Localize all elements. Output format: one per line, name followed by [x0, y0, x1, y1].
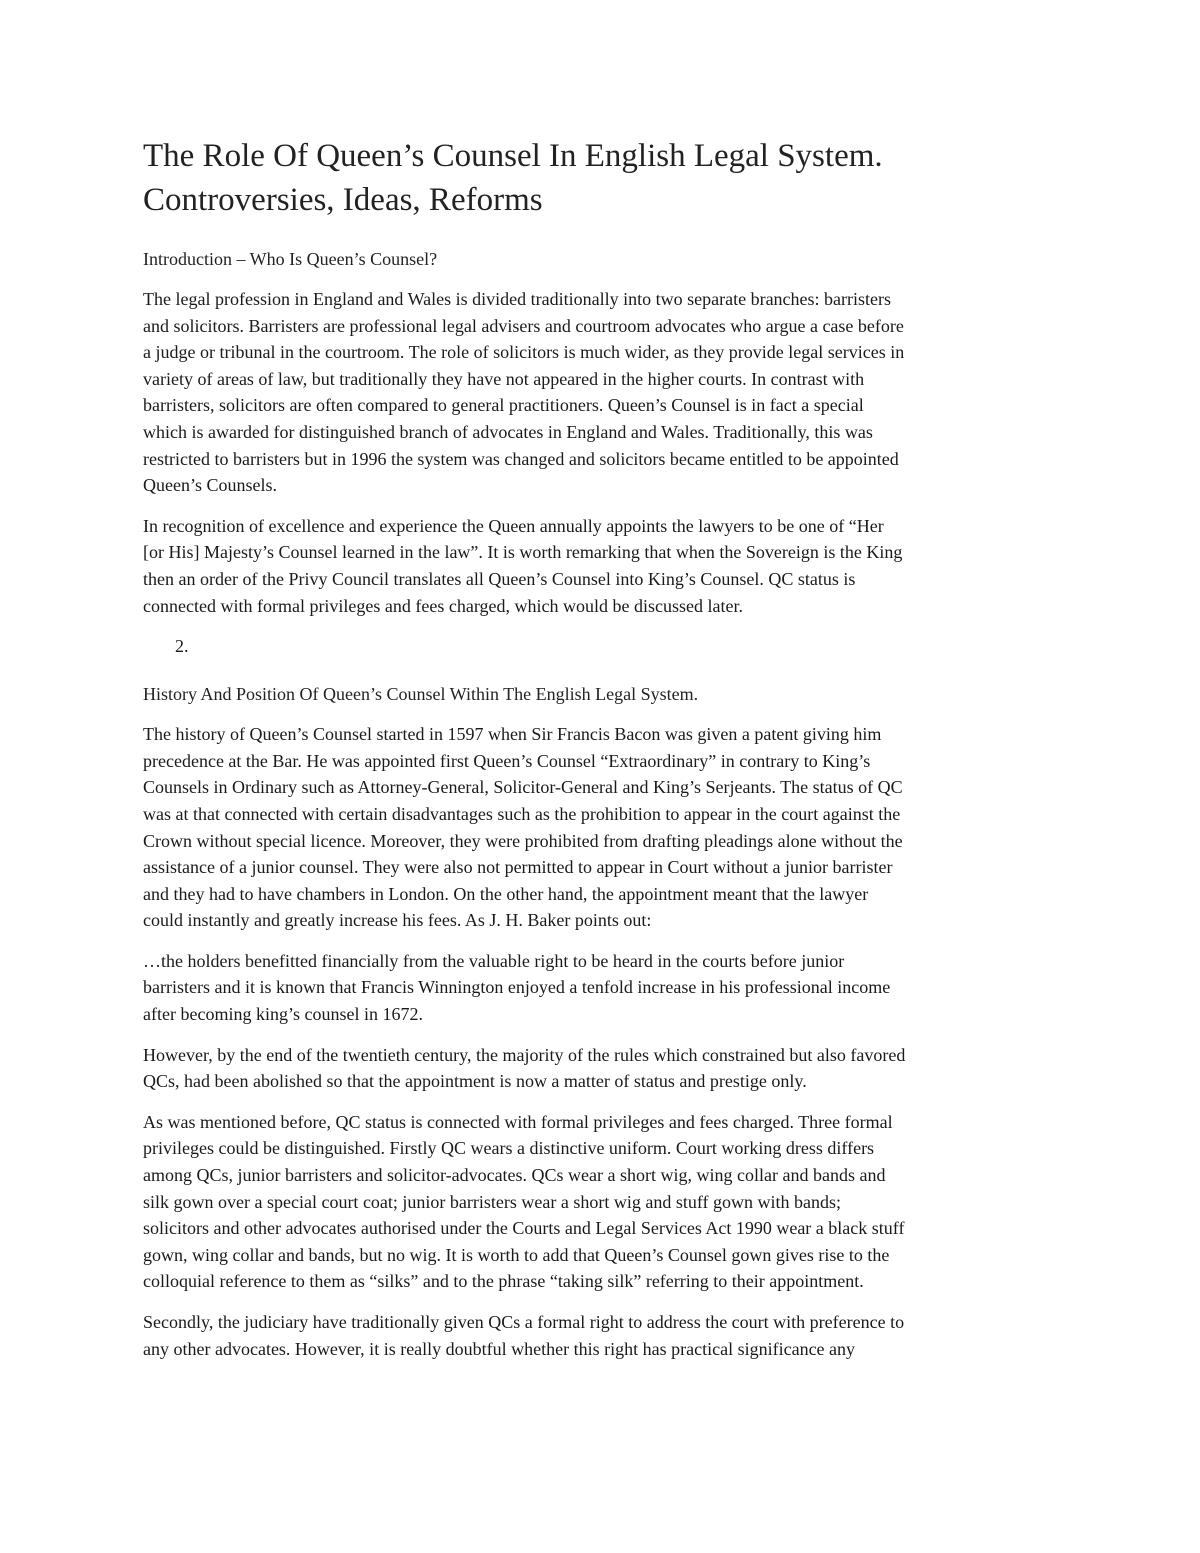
text-line: [or His] Majesty’s Counsel learned in the law”. It is worth remarking that when the Sovereign is the King [143, 542, 903, 563]
text-line: QCs, had been abolished so that the appointment is now a matter of status and prestige only. [143, 1071, 807, 1092]
text-line: As was mentioned before, QC status is connected with formal privileges and fees charged. Three formal [143, 1111, 893, 1132]
text-line: any other advocates. However, it is really doubtful whether this right has practical significance any [143, 1338, 856, 1359]
text-line: colloquial reference to them as “silks” and to the phrase “taking silk” referring to their appointment. [143, 1271, 864, 1292]
history-paragraph-1 [143, 721, 1063, 934]
text-line: and they had to have chambers in London. On the other hand, the appointment meant that the lawyer [143, 883, 869, 904]
text-line: connected with formal privileges and fees charged, which would be discussed later. [143, 595, 743, 616]
title-line: The Role Of Queen’s Counsel In English Legal System. [143, 138, 883, 174]
text-line: Secondly, the judiciary have traditionally given QCs a formal right to address the court with preference to [143, 1312, 905, 1332]
text-line: silk gown over a special court coat; junior barristers wear a short wig and stuff gown with bands; [143, 1191, 842, 1212]
text-line: barristers, solicitors are often compared to general practitioners. Queen’s Counsel is in fact a special [143, 395, 864, 416]
text-line: gown, wing collar and bands, but no wig. It is worth to add that Queen’s Counsel gown gives rise to the [143, 1244, 890, 1265]
text-line: However, by the end of the twentieth century, the majority of the rules which constrained but also favored [143, 1044, 906, 1065]
text-line: restricted to barristers but in 1996 the system was changed and solicitors became entitled to be appointed [143, 448, 899, 469]
document-body [143, 134, 1063, 1376]
text-line: then an order of the Privy Council translates all Queen’s Counsel into King’s Counsel. QC status is [143, 568, 856, 589]
text-line: privileges could be distinguished. Firstly QC wears a distinctive uniform. Court working dress differs [143, 1138, 875, 1159]
text-line: after becoming king’s counsel in 1672. [143, 1004, 423, 1025]
text-line: …the holders benefitted financially from the valuable right to be heard in the courts before junior [143, 950, 845, 971]
text-line: Crown without special licence. Moreover, they were prohibited from drafting pleadings alone without the [143, 830, 903, 851]
text-line: which is awarded for distinguished branch of advocates in England and Wales. Traditionally, this was [143, 421, 873, 442]
text-line: The history of Queen’s Counsel started in 1597 when Sir Francis Bacon was given a patent giving him [143, 724, 882, 745]
text-line: a judge or tribunal in the courtroom. The role of solicitors is much wider, as they provide legal services in [143, 342, 905, 363]
text-line: among QCs, junior barristers and solicitor-advocates. QCs wear a short wig, wing collar and bands and [143, 1165, 886, 1186]
history-heading: History And Position Of Queen’s Counsel Within The English Legal System. [143, 684, 699, 705]
history-paragraph-2 [143, 1042, 1063, 1095]
intro-paragraph-2 [143, 513, 1063, 619]
list-number: 2. [175, 636, 189, 657]
text-line: barristers and it is known that Francis Winnington enjoyed a tenfold increase in his professional income [143, 977, 891, 998]
text-line: was at that connected with certain disadvantages such as the prohibition to appear in the court against the [143, 803, 901, 824]
intro-paragraph-1 [143, 286, 1063, 499]
history-paragraph-4 [143, 1309, 1063, 1362]
text-line: variety of areas of law, but traditionally they have not appeared in the higher courts. In contrast with [143, 368, 865, 389]
text-line: and solicitors. Barristers are professional legal advisers and courtroom advocates who argue a case before [143, 315, 904, 336]
text-line: solicitors and other advocates authorised under the Courts and Legal Services Act 1990 wear a black stuff [143, 1218, 905, 1239]
text-line: assistance of a junior counsel. They were also not permitted to appear in Court without a junior barrister [143, 857, 893, 878]
text-line: In recognition of excellence and experience the Queen annually appoints the lawyers to be one of “Her [143, 515, 884, 536]
intro-heading: Introduction – Who Is Queen’s Counsel? [143, 249, 438, 269]
document-title [143, 134, 1063, 222]
text-line: The legal profession in England and Wales is divided traditionally into two separate branches: barristers [143, 289, 892, 309]
quote-paragraph [143, 948, 1063, 1028]
text-line: precedence at the Bar. He was appointed first Queen’s Counsel “Extraordinary” in contrary to King’s [143, 750, 871, 771]
history-paragraph-3 [143, 1109, 1063, 1295]
text-line: Counsels in Ordinary such as Attorney-General, Solicitor-General and King’s Serjeants. The status of QC [143, 777, 903, 798]
text-line: Queen’s Counsels. [143, 475, 277, 496]
text-line: could instantly and greatly increase his fees. As J. H. Baker points out: [143, 910, 652, 931]
title-line: Controversies, Ideas, Reforms [143, 182, 543, 218]
